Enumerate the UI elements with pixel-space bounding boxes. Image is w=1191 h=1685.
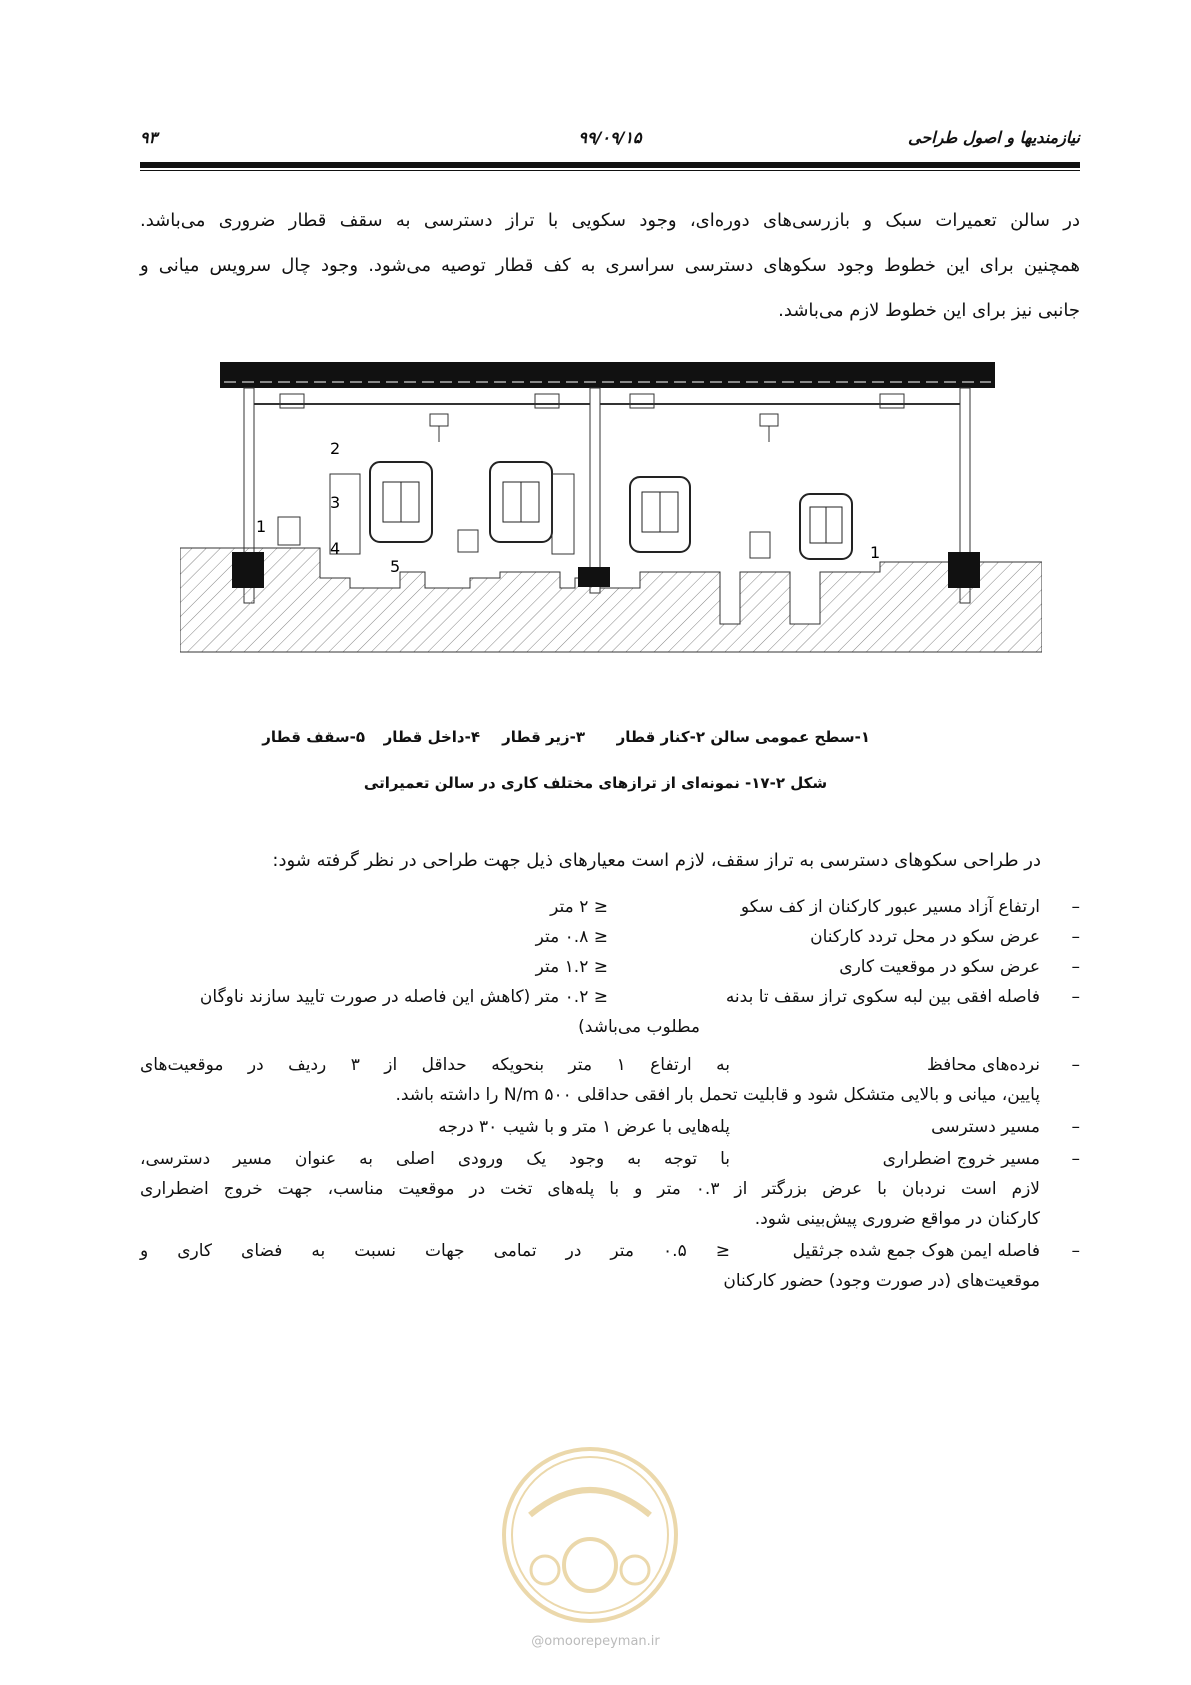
access-platform [552, 474, 574, 554]
criteria-label: نرده‌های محافظ [927, 1055, 1040, 1075]
criteria-continuation: مطلوب می‌باشد) [578, 1017, 700, 1037]
list-bullet: – [1071, 1149, 1080, 1169]
criteria-continuation: موقعیت‌های (در صورت وجود) حضور کارکنان [723, 1271, 1040, 1291]
forklift [278, 517, 770, 558]
criteria-item [140, 922, 1080, 952]
train-car [800, 494, 852, 559]
criteria-value: با توجه به وجود یک ورودی اصلی به عنوان مسیر دسترسی، [140, 1149, 730, 1169]
paragraph-line: جانبی نیز برای این خطوط لازم می‌باشد. [778, 300, 1080, 321]
paragraph-line: در سالن تعمیرات سبک و بازرسی‌های دوره‌ای، وجود سکویی با تراز دسترسی به سقف قطار ضروری می‌باشد. [140, 210, 1080, 231]
level-label: 4 [330, 539, 341, 558]
criteria-value: پله‌هایی با عرض ۱ متر و با شیب ۳۰ درجه [438, 1117, 730, 1137]
crane-hoist [280, 394, 904, 442]
footing [578, 567, 610, 587]
legend-item: ۱-سطح عمومی سالن [710, 728, 870, 746]
criteria-label: ارتفاع آزاد مسیر عبور کارکنان از کف سکو [740, 897, 1040, 917]
figure-legend [250, 728, 870, 752]
criteria-value: ≤ ۱.۲ متر [535, 957, 608, 977]
criteria-label: فاصله ایمن هوک جمع شده جرثقیل [792, 1241, 1040, 1261]
criteria-value: ≤ ۰.۲ متر (کاهش این فاصله در صورت تایید سازند ناوگان [199, 987, 608, 1007]
level-label: 5 [390, 557, 401, 576]
list-bullet: – [1071, 1117, 1080, 1137]
page-header [140, 128, 1080, 152]
criteria-label: عرض سکو در محل تردد کارکنان [810, 927, 1040, 947]
level-label: 3 [330, 493, 341, 512]
criteria-value: ≤ ۰.۸ متر [535, 927, 608, 947]
legend-item: ۲-کنار قطار [616, 728, 705, 746]
legend-item: ۵-سقف قطار [262, 728, 365, 746]
intro-paragraph [140, 198, 1080, 333]
legend-item: ۳-زیر قطار [502, 728, 585, 746]
criteria-label: مسیر دسترسی [931, 1117, 1040, 1137]
footing [948, 552, 980, 588]
criteria-continuation: لازم است نردبان با عرض بزرگتر از ۰.۳ متر و با پله‌های تخت در موقعیت مناسب، جهت خروج اضطراری [140, 1179, 1040, 1199]
criteria-continuation: کارکنان در مواقع ضروری پیش‌بینی شود. [754, 1209, 1040, 1229]
criteria-value: به ارتفاع ۱ متر بنحویکه حداقل از ۳ ردیف در موقعیت‌های [140, 1055, 731, 1075]
criteria-value: ≤ ۲ متر [550, 897, 608, 917]
level-label: 1 [870, 543, 881, 562]
train-car [370, 462, 432, 542]
train-car [630, 477, 690, 552]
criteria-continuation: پایین، میانی و بالایی متشکل شود و قابلیت تحمل بار افقی حداقلی ۵۰۰ N/m را داشته باشد. [395, 1085, 1040, 1105]
train-car [490, 462, 552, 542]
figure-caption: شکل ۲-۱۷- نمونه‌ای از ترازهای مختلف کاری در سالن تعمیراتی [363, 774, 828, 792]
list-bullet: – [1071, 957, 1080, 977]
header-rule-thin [140, 170, 1080, 171]
header-title: نیازمندیها و اصول طراحی [908, 128, 1080, 147]
paragraph-line: همچنین برای این خطوط وجود سکوهای دسترسی سراسری به کف قطار توصیه می‌شود. وجود چال سرویس میانی و [140, 255, 1080, 276]
watermark-url: @omoorepeyman.ir [531, 1634, 660, 1649]
header-date: ۹۹/۰۹/۱۵ [578, 128, 642, 147]
list-bullet: – [1071, 1241, 1080, 1261]
page-number: ۹۳ [140, 128, 158, 147]
criteria-item [140, 1144, 1080, 1234]
watermark-seal [500, 1445, 680, 1625]
level-label: 2 [330, 439, 341, 458]
footing [232, 552, 264, 588]
column [590, 388, 600, 593]
maintenance-hall-section-drawing [180, 362, 1042, 710]
criteria-item [140, 952, 1080, 982]
list-bullet: – [1071, 897, 1080, 917]
criteria-label: مسیر خروج اضطراری [882, 1149, 1040, 1169]
list-bullet: – [1071, 987, 1080, 1007]
criteria-item [140, 1112, 1080, 1142]
criteria-item [140, 892, 1080, 922]
ground-foundation [180, 548, 1042, 652]
criteria-value: ≤ ۰.۵ متر در تمامی جهات نسبت به فضای کاری و [140, 1241, 730, 1261]
roof-slab [220, 362, 995, 388]
criteria-item [140, 1050, 1080, 1110]
criteria-intro: در طراحی سکوهای دسترسی به تراز سقف، لازم است معیارهای ذیل جهت طراحی در نظر گرفته شود: [272, 850, 1041, 871]
criteria-item [140, 982, 1080, 1042]
list-bullet: – [1071, 927, 1080, 947]
level-label: 1 [256, 517, 267, 536]
criteria-label: فاصله افقی بین لبه سکوی تراز سقف تا بدنه [725, 987, 1040, 1007]
legend-item: ۴-داخل قطار [383, 728, 480, 746]
criteria-item [140, 1236, 1080, 1296]
list-bullet: – [1071, 1055, 1080, 1075]
header-rule-thick [140, 162, 1080, 168]
criteria-label: عرض سکو در موقعیت کاری [839, 957, 1040, 977]
